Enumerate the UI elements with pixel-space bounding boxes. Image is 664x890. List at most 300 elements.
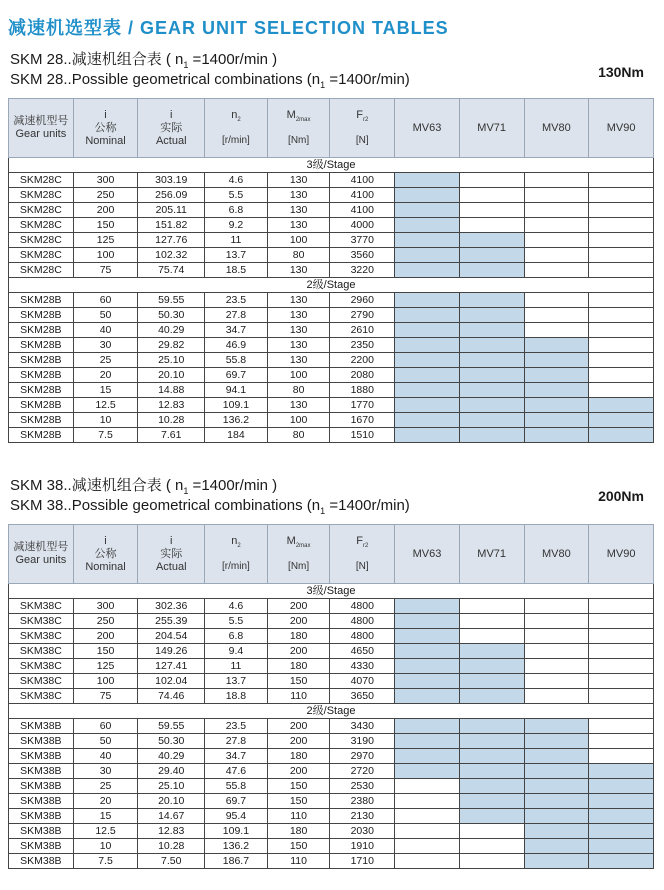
table-cell: 7.5	[73, 854, 138, 869]
table-cell: 80	[267, 248, 330, 263]
table-cell: 200	[267, 734, 330, 749]
motor-compat-cell	[395, 353, 460, 368]
table-cell: SKM28B	[9, 428, 74, 443]
table-cell: 12.83	[138, 824, 205, 839]
motor-compat-cell	[589, 674, 654, 689]
table-row	[9, 173, 654, 188]
table-cell: 6.8	[205, 203, 268, 218]
table-cell: 75	[73, 689, 138, 704]
table-cell: 46.9	[205, 338, 268, 353]
motor-compat-cell	[589, 353, 654, 368]
table-cell: SKM38B	[9, 749, 74, 764]
motor-compat-cell	[395, 383, 460, 398]
motor-compat-cell	[459, 674, 524, 689]
table-cell: 50	[73, 734, 138, 749]
motor-compat-cell	[589, 248, 654, 263]
table-cell: 4330	[330, 659, 395, 674]
table-row	[9, 599, 654, 614]
motor-compat-cell	[459, 689, 524, 704]
motor-compat-cell	[459, 599, 524, 614]
motor-compat-cell	[395, 734, 460, 749]
table-cell: 125	[73, 233, 138, 248]
table-row	[9, 659, 654, 674]
table-cell: 15	[73, 383, 138, 398]
table-cell: 109.1	[205, 398, 268, 413]
motor-compat-cell	[459, 368, 524, 383]
stage-row	[9, 704, 654, 719]
motor-compat-cell	[395, 203, 460, 218]
table-cell: 4100	[330, 188, 395, 203]
table-row	[9, 413, 654, 428]
stage-row	[9, 278, 654, 293]
table-row	[9, 794, 654, 809]
table-row	[9, 764, 654, 779]
table-cell: 25.10	[138, 353, 205, 368]
motor-compat-cell	[459, 659, 524, 674]
motor-compat-cell	[524, 749, 589, 764]
table-cell: 11	[205, 659, 268, 674]
table-cell: 100	[267, 368, 330, 383]
motor-compat-cell	[589, 338, 654, 353]
motor-compat-cell	[589, 428, 654, 443]
table-cell: 109.1	[205, 824, 268, 839]
table-cell: 4.6	[205, 599, 268, 614]
motor-compat-cell	[524, 779, 589, 794]
table-cell: 20	[73, 368, 138, 383]
motor-compat-cell	[459, 779, 524, 794]
table-cell: SKM28C	[9, 188, 74, 203]
motor-compat-cell	[395, 854, 460, 869]
motor-compat-cell	[524, 383, 589, 398]
table-cell: 150	[73, 218, 138, 233]
table-row	[9, 674, 654, 689]
table-cell: 110	[267, 689, 330, 704]
header-gear-units: 减速机型号 Gear units	[9, 525, 74, 584]
table-row	[9, 854, 654, 869]
table-cell: 50	[73, 308, 138, 323]
table-cell: 13.7	[205, 248, 268, 263]
table-cell: 2960	[330, 293, 395, 308]
motor-compat-cell	[395, 614, 460, 629]
table-cell: SKM38B	[9, 824, 74, 839]
table-cell: SKM38B	[9, 854, 74, 869]
motor-compat-cell	[395, 689, 460, 704]
motor-compat-cell	[524, 734, 589, 749]
motor-compat-cell	[589, 188, 654, 203]
motor-compat-cell	[524, 368, 589, 383]
motor-compat-cell	[524, 203, 589, 218]
table-cell: 100	[267, 413, 330, 428]
table-cell: SKM38B	[9, 764, 74, 779]
table-cell: 60	[73, 719, 138, 734]
motor-compat-cell	[395, 263, 460, 278]
table-cell: 4100	[330, 203, 395, 218]
table-cell: 13.7	[205, 674, 268, 689]
motor-compat-cell	[589, 749, 654, 764]
motor-compat-cell	[395, 719, 460, 734]
table-cell: SKM28B	[9, 323, 74, 338]
table-cell: 100	[73, 248, 138, 263]
header-motor-mv71: MV71	[459, 99, 524, 158]
header-m2max: $M_{2max}$ [Nm]	[267, 525, 330, 584]
table-cell: SKM38C	[9, 659, 74, 674]
table-cell: SKM38B	[9, 794, 74, 809]
table-cell: 1910	[330, 839, 395, 854]
table-cell: 2530	[330, 779, 395, 794]
motor-compat-cell	[589, 599, 654, 614]
table-cell: 2200	[330, 353, 395, 368]
table-cell: SKM28C	[9, 173, 74, 188]
motor-compat-cell	[459, 734, 524, 749]
table-cell: 130	[267, 338, 330, 353]
table-cell: 186.7	[205, 854, 268, 869]
motor-compat-cell	[459, 188, 524, 203]
table-cell: 255.39	[138, 614, 205, 629]
header-i-actual: i 实际 Actual	[138, 99, 205, 158]
table-cell: 110	[267, 854, 330, 869]
motor-compat-cell	[395, 629, 460, 644]
table-cell: SKM38B	[9, 734, 74, 749]
table-row	[9, 248, 654, 263]
motor-compat-cell	[589, 839, 654, 854]
table-cell: 20.10	[138, 794, 205, 809]
table-row	[9, 749, 654, 764]
table-row	[9, 338, 654, 353]
motor-compat-cell	[589, 644, 654, 659]
motor-compat-cell	[459, 263, 524, 278]
section-subtitle-en: SKM 38..Possible geometrical combinations $(n_1 =1400r/\min)$	[10, 497, 410, 516]
motor-compat-cell	[459, 428, 524, 443]
motor-compat-cell	[459, 203, 524, 218]
table-cell: 5.5	[205, 188, 268, 203]
motor-compat-cell	[395, 764, 460, 779]
table-cell: 150	[267, 674, 330, 689]
motor-compat-cell	[524, 599, 589, 614]
table-cell: 95.4	[205, 809, 268, 824]
table-cell: 12.5	[73, 398, 138, 413]
table-cell: 27.8	[205, 308, 268, 323]
motor-compat-cell	[589, 218, 654, 233]
table-cell: 180	[267, 629, 330, 644]
table-cell: 50.30	[138, 308, 205, 323]
motor-compat-cell	[459, 839, 524, 854]
table-cell: 3190	[330, 734, 395, 749]
table-cell: SKM28C	[9, 218, 74, 233]
table-cell: SKM28B	[9, 353, 74, 368]
stage-row	[9, 584, 654, 599]
motor-compat-cell	[589, 779, 654, 794]
table-cell: SKM28B	[9, 308, 74, 323]
motor-compat-cell	[589, 383, 654, 398]
table-cell: 12.83	[138, 398, 205, 413]
motor-compat-cell	[459, 614, 524, 629]
motor-compat-cell	[395, 173, 460, 188]
table-cell: 4070	[330, 674, 395, 689]
table-header-row	[9, 525, 654, 584]
table-cell: 20.10	[138, 368, 205, 383]
table-cell: SKM38C	[9, 689, 74, 704]
table-row	[9, 308, 654, 323]
table-cell: SKM28C	[9, 263, 74, 278]
table-cell: SKM28B	[9, 413, 74, 428]
table-cell: 180	[267, 824, 330, 839]
table-cell: 10	[73, 839, 138, 854]
header-n2: $n_2$ [r/min]	[205, 99, 268, 158]
table-row	[9, 779, 654, 794]
motor-compat-cell	[395, 323, 460, 338]
motor-compat-cell	[589, 233, 654, 248]
table-cell: 10.28	[138, 839, 205, 854]
table-cell: 200	[267, 764, 330, 779]
table-cell: 4800	[330, 614, 395, 629]
table-cell: 2030	[330, 824, 395, 839]
motor-compat-cell	[395, 809, 460, 824]
table-cell: 75.74	[138, 263, 205, 278]
table-cell: 47.6	[205, 764, 268, 779]
table-cell: SKM38B	[9, 839, 74, 854]
motor-compat-cell	[589, 263, 654, 278]
motor-compat-cell	[589, 854, 654, 869]
table-cell: 59.55	[138, 293, 205, 308]
table-cell: 3560	[330, 248, 395, 263]
table-cell: 150	[73, 644, 138, 659]
motor-compat-cell	[395, 293, 460, 308]
motor-compat-cell	[395, 218, 460, 233]
table-row	[9, 263, 654, 278]
motor-compat-cell	[524, 323, 589, 338]
table-cell: 200	[267, 719, 330, 734]
header-fr2: $F_{r2}$ [N]	[330, 99, 395, 158]
table-cell: 55.8	[205, 779, 268, 794]
table-cell: 130	[267, 398, 330, 413]
table-cell: 250	[73, 188, 138, 203]
motor-compat-cell	[395, 839, 460, 854]
table-cell: 4100	[330, 173, 395, 188]
motor-compat-cell	[589, 203, 654, 218]
header-motor-mv80: MV80	[524, 525, 589, 584]
motor-compat-cell	[395, 368, 460, 383]
table-row	[9, 293, 654, 308]
page-title: 减速机选型表 / GEAR UNIT SELECTION TABLES	[8, 18, 449, 38]
table-cell: 18.8	[205, 689, 268, 704]
motor-compat-cell	[395, 779, 460, 794]
motor-compat-cell	[589, 719, 654, 734]
table-cell: 74.46	[138, 689, 205, 704]
table-cell: 110	[267, 809, 330, 824]
motor-compat-cell	[459, 173, 524, 188]
table-cell: 2610	[330, 323, 395, 338]
table-cell: 29.82	[138, 338, 205, 353]
motor-compat-cell	[459, 218, 524, 233]
motor-compat-cell	[524, 659, 589, 674]
table-cell: 3770	[330, 233, 395, 248]
table-cell: 130	[267, 293, 330, 308]
table-cell: 30	[73, 764, 138, 779]
motor-compat-cell	[524, 764, 589, 779]
motor-compat-cell	[524, 413, 589, 428]
motor-compat-cell	[459, 794, 524, 809]
table-row	[9, 689, 654, 704]
table-cell: 150	[267, 779, 330, 794]
table-cell: 125	[73, 659, 138, 674]
table-cell: 303.19	[138, 173, 205, 188]
table-cell: 300	[73, 599, 138, 614]
table-cell: 3430	[330, 719, 395, 734]
section-subtitle-en: SKM 28..Possible geometrical combinations $(n_1 =1400r/\min)$	[10, 71, 410, 90]
header-i-nominal: i 公称 Nominal	[73, 525, 138, 584]
motor-compat-cell	[459, 308, 524, 323]
motor-compat-cell	[395, 794, 460, 809]
table-cell: 2130	[330, 809, 395, 824]
table-row	[9, 323, 654, 338]
motor-compat-cell	[459, 719, 524, 734]
table-cell: 102.32	[138, 248, 205, 263]
table-cell: SKM28B	[9, 368, 74, 383]
motor-compat-cell	[459, 338, 524, 353]
table-header-row	[9, 99, 654, 158]
table-cell: 50.30	[138, 734, 205, 749]
motor-compat-cell	[589, 293, 654, 308]
table-cell: 94.1	[205, 383, 268, 398]
motor-compat-cell	[459, 323, 524, 338]
motor-compat-cell	[589, 413, 654, 428]
table-cell: 1880	[330, 383, 395, 398]
motor-compat-cell	[395, 749, 460, 764]
motor-compat-cell	[524, 824, 589, 839]
motor-compat-cell	[524, 719, 589, 734]
header-i-nominal: i 公称 Nominal	[73, 99, 138, 158]
table-cell: 23.5	[205, 719, 268, 734]
table-cell: 200	[73, 629, 138, 644]
table-cell: 136.2	[205, 839, 268, 854]
motor-compat-cell	[589, 824, 654, 839]
motor-compat-cell	[459, 809, 524, 824]
motor-compat-cell	[395, 188, 460, 203]
table-cell: 2720	[330, 764, 395, 779]
motor-compat-cell	[589, 809, 654, 824]
motor-compat-cell	[395, 413, 460, 428]
torque-rating: 130Nm	[598, 64, 644, 80]
motor-compat-cell	[459, 854, 524, 869]
motor-compat-cell	[524, 614, 589, 629]
motor-compat-cell	[395, 398, 460, 413]
table-cell: 130	[267, 308, 330, 323]
table-cell: SKM38B	[9, 779, 74, 794]
table-row	[9, 218, 654, 233]
motor-compat-cell	[395, 428, 460, 443]
table-cell: SKM28B	[9, 383, 74, 398]
table-row	[9, 203, 654, 218]
table-cell: 150	[267, 839, 330, 854]
table-row	[9, 839, 654, 854]
table-cell: 150	[267, 794, 330, 809]
table-cell: 40	[73, 323, 138, 338]
motor-compat-cell	[524, 809, 589, 824]
table-cell: 4650	[330, 644, 395, 659]
table-cell: 149.26	[138, 644, 205, 659]
table-cell: 29.40	[138, 764, 205, 779]
motor-compat-cell	[395, 824, 460, 839]
header-motor-mv90: MV90	[589, 99, 654, 158]
table-row	[9, 428, 654, 443]
table-cell: SKM38C	[9, 614, 74, 629]
table-cell: SKM28C	[9, 233, 74, 248]
table-cell: 6.8	[205, 629, 268, 644]
motor-compat-cell	[395, 233, 460, 248]
motor-compat-cell	[524, 854, 589, 869]
table-cell: 15	[73, 809, 138, 824]
table-cell: 130	[267, 173, 330, 188]
motor-compat-cell	[459, 764, 524, 779]
motor-compat-cell	[459, 233, 524, 248]
table-cell: 256.09	[138, 188, 205, 203]
motor-compat-cell	[459, 644, 524, 659]
table-cell: 1670	[330, 413, 395, 428]
motor-compat-cell	[589, 629, 654, 644]
stage-label: 2级/Stage	[9, 278, 654, 293]
table-row	[9, 353, 654, 368]
table-cell: 250	[73, 614, 138, 629]
table-cell: 14.88	[138, 383, 205, 398]
table-cell: 40.29	[138, 749, 205, 764]
table-cell: 1710	[330, 854, 395, 869]
selection-table	[8, 98, 654, 443]
motor-compat-cell	[395, 674, 460, 689]
table-cell: 2790	[330, 308, 395, 323]
table-row	[9, 809, 654, 824]
header-m2max: $M_{2max}$ [Nm]	[267, 99, 330, 158]
motor-compat-cell	[589, 794, 654, 809]
stage-row	[9, 158, 654, 173]
table-cell: 55.8	[205, 353, 268, 368]
table-cell: 130	[267, 263, 330, 278]
table-cell: 7.5	[73, 428, 138, 443]
header-gear-units: 减速机型号 Gear units	[9, 99, 74, 158]
table-cell: 40	[73, 749, 138, 764]
table-cell: 9.4	[205, 644, 268, 659]
table-cell: 59.55	[138, 719, 205, 734]
motor-compat-cell	[524, 674, 589, 689]
motor-compat-cell	[524, 188, 589, 203]
section-subtitle-cn: SKM 28..减速机组合表 ( $n_1 =1400r/\min$ )	[10, 51, 278, 70]
table-cell: 1510	[330, 428, 395, 443]
header-motor-mv63: MV63	[395, 525, 460, 584]
header-motor-mv90: MV90	[589, 525, 654, 584]
motor-compat-cell	[459, 629, 524, 644]
motor-compat-cell	[395, 644, 460, 659]
table-cell: 18.5	[205, 263, 268, 278]
table-cell: 2380	[330, 794, 395, 809]
table-cell: 9.2	[205, 218, 268, 233]
motor-compat-cell	[589, 308, 654, 323]
table-cell: 30	[73, 338, 138, 353]
table-cell: 2080	[330, 368, 395, 383]
motor-compat-cell	[459, 824, 524, 839]
table-cell: 2970	[330, 749, 395, 764]
motor-compat-cell	[395, 248, 460, 263]
table-cell: SKM28B	[9, 338, 74, 353]
table-cell: 14.67	[138, 809, 205, 824]
motor-compat-cell	[524, 233, 589, 248]
table-row	[9, 614, 654, 629]
table-cell: 27.8	[205, 734, 268, 749]
stage-label: 2级/Stage	[9, 704, 654, 719]
table-cell: SKM38B	[9, 719, 74, 734]
table-cell: 40.29	[138, 323, 205, 338]
table-cell: 7.61	[138, 428, 205, 443]
header-motor-mv80: MV80	[524, 99, 589, 158]
motor-compat-cell	[459, 353, 524, 368]
